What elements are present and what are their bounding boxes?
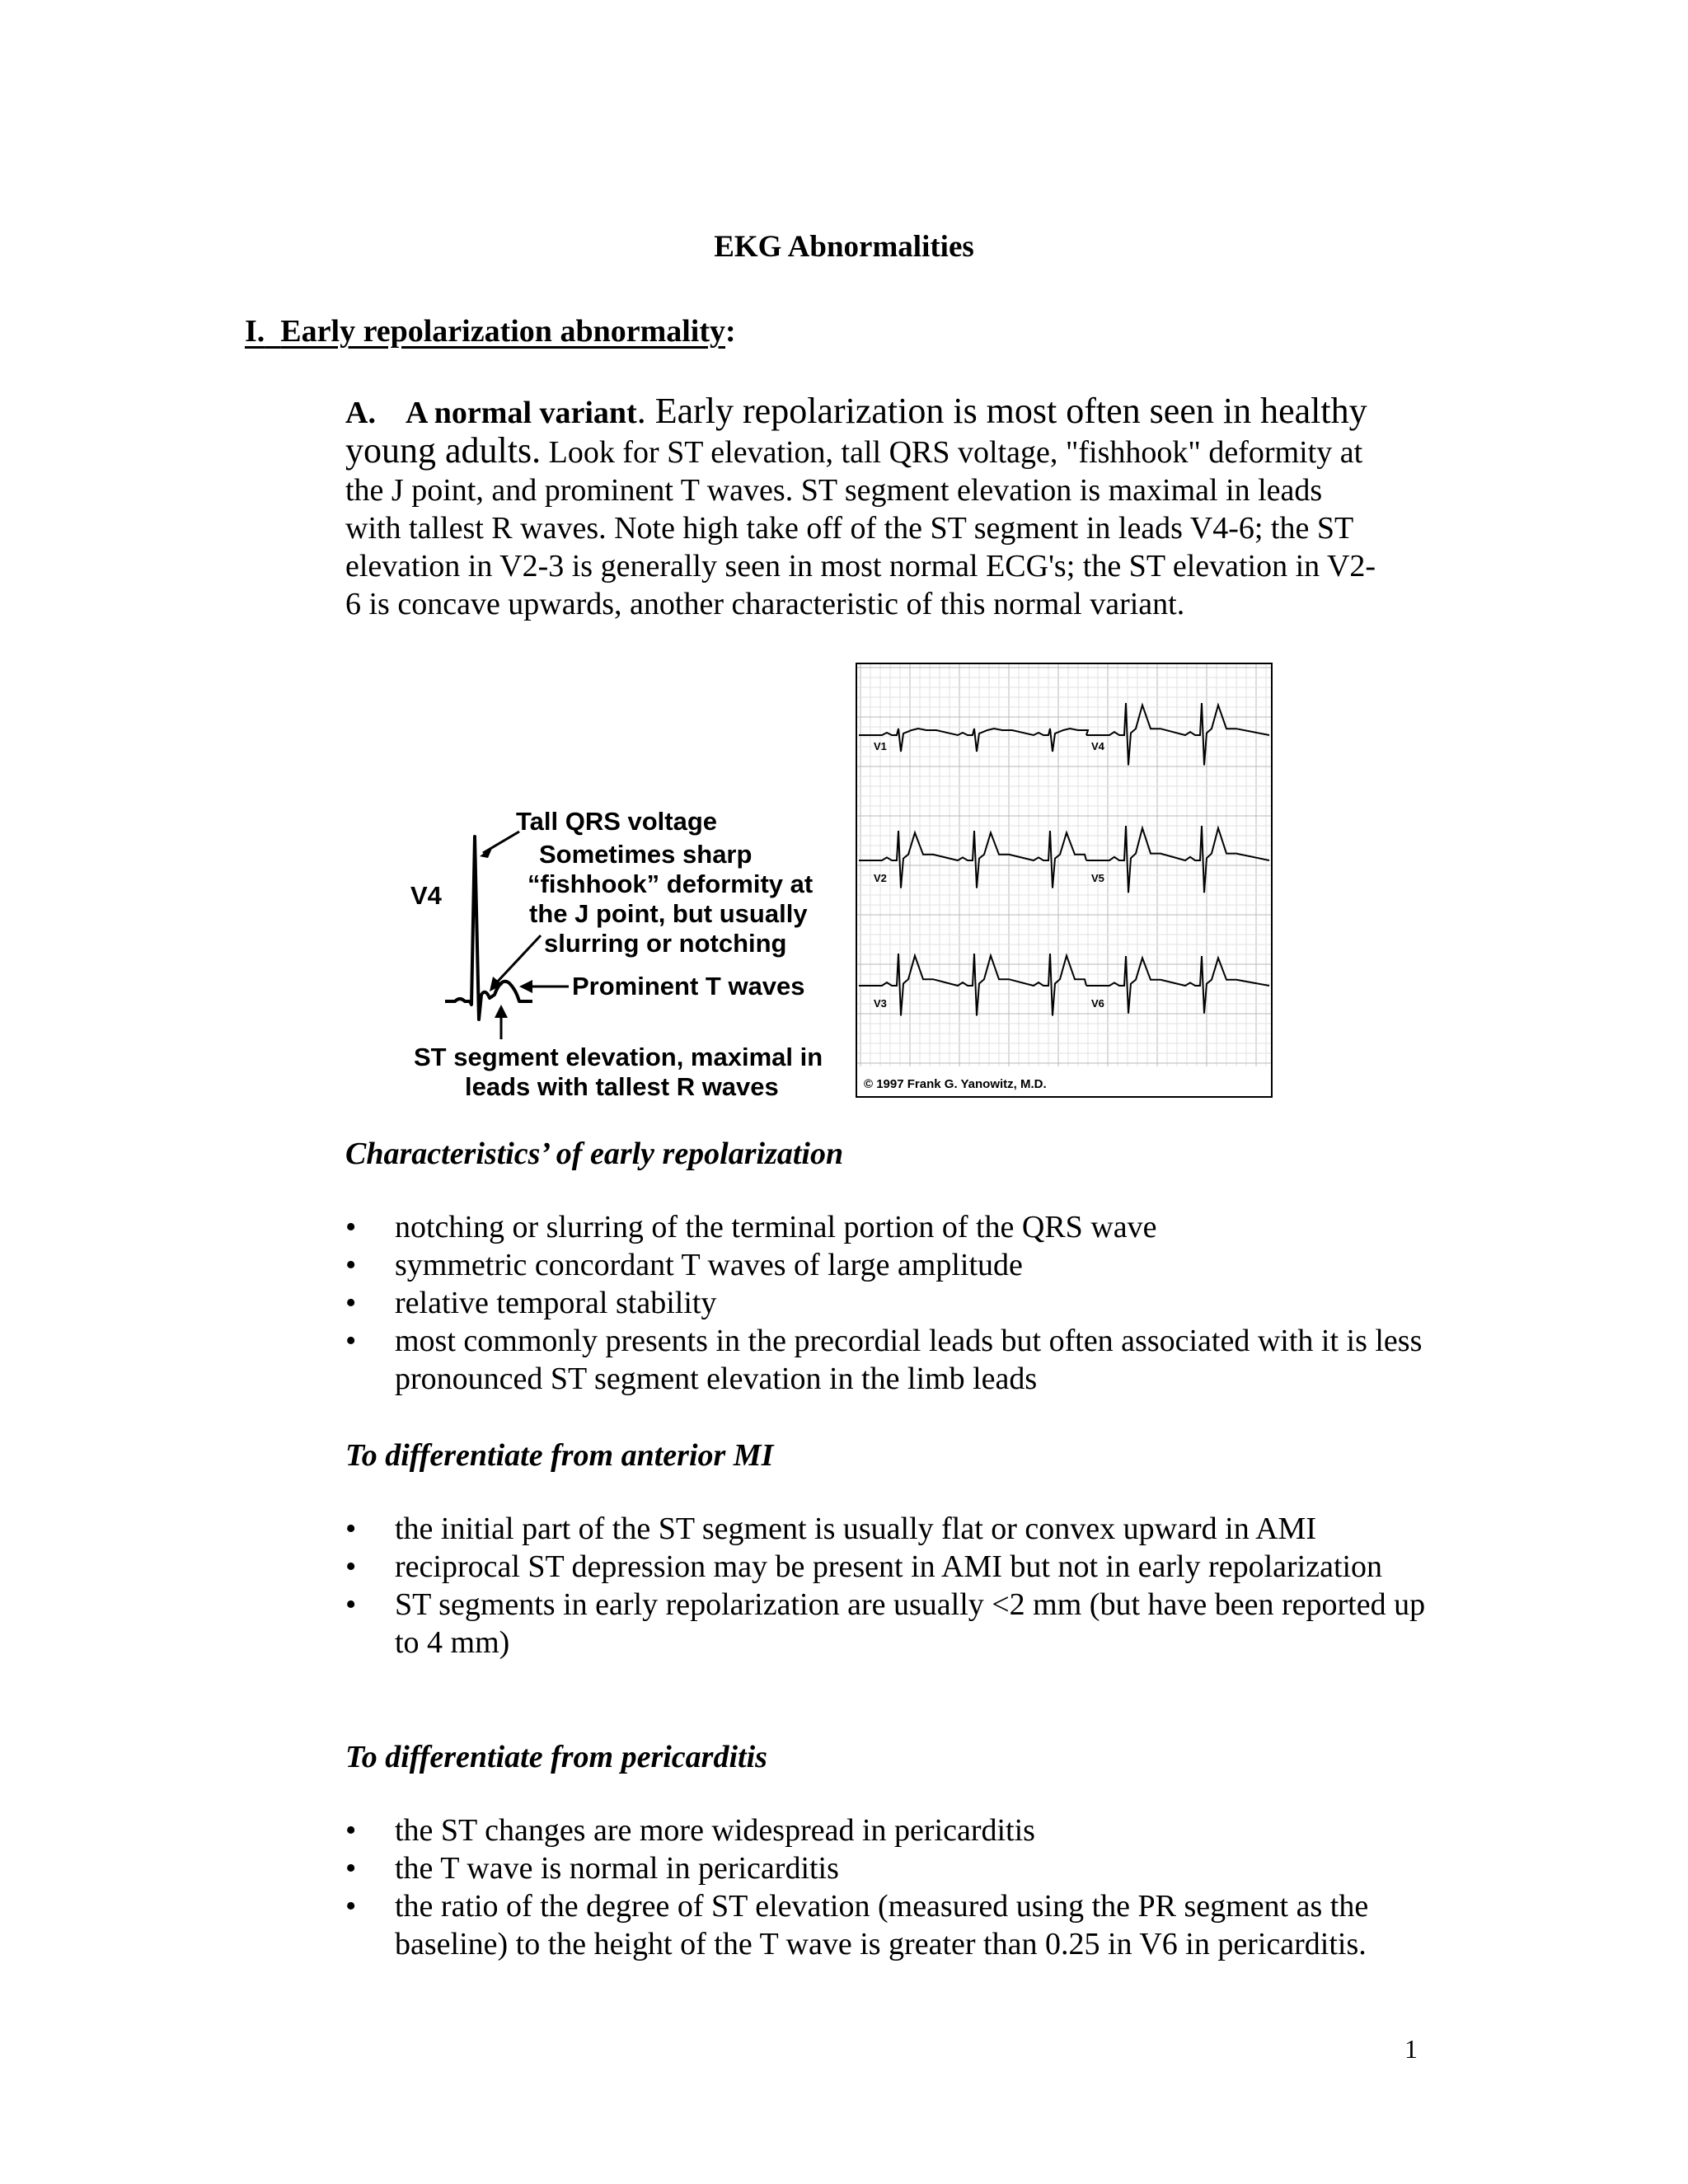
intro-line-5: elevation in V2-3 is generally seen in most normal ECG's; the ST elevation in V2-: [345, 549, 1376, 583]
annotation-tall-qrs: Tall QRS voltage: [516, 807, 718, 836]
arrowhead-t-waves: [519, 980, 532, 993]
ecg-label-v1: V1: [874, 740, 887, 752]
page-number: 1: [1404, 2034, 1418, 2064]
annotation-fishhook-4: slurring or notching: [544, 929, 787, 958]
intro-line-6: 6 is concave upwards, another characteristic of this normal variant.: [345, 587, 1185, 621]
bullet: •: [345, 1813, 357, 1848]
intro-paragraph: [345, 392, 1430, 623]
lead-label-v4: V4: [410, 881, 442, 910]
list-item: [345, 1887, 1450, 1963]
bullet: •: [345, 1324, 357, 1358]
list-item: [345, 1208, 1450, 1246]
intro-line-3: the J point, and prominent T waves. ST segment elevation is maximal in leads: [345, 473, 1323, 508]
list-item: [345, 1586, 1450, 1661]
list-item: [345, 1284, 1450, 1322]
list-item: [345, 1548, 1450, 1586]
annotation-fishhook-3: the J point, but usually: [529, 899, 808, 928]
list-item: [345, 1811, 1450, 1849]
intro-line-1: [345, 392, 1430, 432]
anterior-mi-list: [345, 1510, 1450, 1661]
page-title: EKG Abnormalities: [714, 230, 974, 264]
bullet: •: [345, 1549, 357, 1584]
intro-line2-large: young adults.: [345, 430, 542, 471]
ecg-label-v3: V3: [874, 997, 887, 1010]
section-number: I.: [245, 314, 265, 349]
ecg-label-v4: V4: [1091, 740, 1104, 752]
section-colon: :: [725, 314, 736, 349]
intro-large-text: . Early repolarization is most often seen in healthy: [636, 391, 1367, 431]
characteristics-heading: Characteristics’ of early repolarization: [345, 1137, 844, 1171]
annotation-st-1: ST segment elevation, maximal in: [414, 1043, 823, 1071]
ecg-copyright: © 1997 Frank G. Yanowitz, M.D.: [864, 1077, 1047, 1091]
ecg-label-v2: V2: [874, 872, 887, 884]
list-item: [345, 1246, 1450, 1284]
bullet: •: [345, 1587, 357, 1622]
intro-line-4: with tallest R waves. Note high take off of the ST segment in leads V4-6; the ST: [345, 511, 1354, 546]
annotation-fishhook-1: Sometimes sharp: [539, 840, 753, 869]
pericarditis-list: [345, 1811, 1450, 1963]
bullet: •: [345, 1248, 357, 1282]
bullet: •: [345, 1286, 357, 1320]
intro-bold-phrase: A normal variant: [405, 396, 637, 430]
list-item-text: the initial part of the ST segment is usually flat or convex upward in AMI: [395, 1511, 1316, 1546]
list-item-text: the ST changes are more widespread in pericarditis: [395, 1813, 1035, 1848]
ecg-strip-figure: [856, 663, 1273, 1098]
list-item-text: symmetric concordant T waves of large amplitude: [395, 1248, 1023, 1282]
v4-waveform: [445, 837, 532, 1019]
list-item-text: the T wave is normal in pericarditis: [395, 1851, 839, 1886]
annotated-v4-svg: [404, 804, 849, 1108]
anterior-mi-heading: To differentiate from anterior MI: [345, 1438, 774, 1473]
intro-line2-rest: Look for ST elevation, tall QRS voltage, "fishhook" deformity at: [541, 435, 1363, 470]
annotated-v4-figure: [404, 804, 849, 1108]
list-item: [345, 1849, 1450, 1887]
arrowhead-tall-qrs: [480, 846, 493, 858]
list-item-text: relative temporal stability: [395, 1286, 717, 1320]
bullet: •: [345, 1851, 357, 1886]
arrow-fishhook: [493, 935, 541, 987]
list-item-text: ST segments in early repolarization are usually <2 mm (but have been reported up to 4 mm): [395, 1587, 1426, 1660]
ecg-label-v5: V5: [1091, 872, 1104, 884]
bullet: •: [345, 1511, 357, 1546]
list-item-text: reciprocal ST depression may be present in AMI but not in early repolarization: [395, 1549, 1383, 1584]
bullet: •: [345, 1889, 357, 1924]
section-heading: [245, 313, 736, 349]
section-title: Early repolarization abnormality: [280, 314, 725, 349]
bullet: •: [345, 1210, 357, 1244]
characteristics-list: [345, 1208, 1450, 1398]
annotation-st-2: leads with tallest R waves: [465, 1072, 779, 1101]
annotation-t-waves: Prominent T waves: [572, 972, 805, 1001]
ecg-strip-svg: [856, 663, 1273, 1098]
list-item-text: notching or slurring of the terminal portion of the QRS wave: [395, 1210, 1157, 1244]
ecg-label-v6: V6: [1091, 997, 1104, 1010]
list-item: [345, 1510, 1450, 1548]
list-item-text: the ratio of the degree of ST elevation (measured using the PR segment as the baseline) to the height of the T wave is greater than 0.25 in V6 in pericarditis.: [395, 1889, 1369, 1961]
list-item: [345, 1322, 1450, 1398]
arrowhead-st: [495, 1005, 508, 1018]
pericarditis-heading: To differentiate from pericarditis: [345, 1740, 767, 1774]
annotation-fishhook-2: “fishhook” deformity at: [528, 869, 814, 898]
intro-line-2: [345, 432, 1430, 471]
intro-label: A.: [345, 396, 376, 430]
list-item-text: most commonly presents in the precordial leads but often associated with it is less pronounced ST segment elevation in the limb leads: [395, 1324, 1423, 1396]
